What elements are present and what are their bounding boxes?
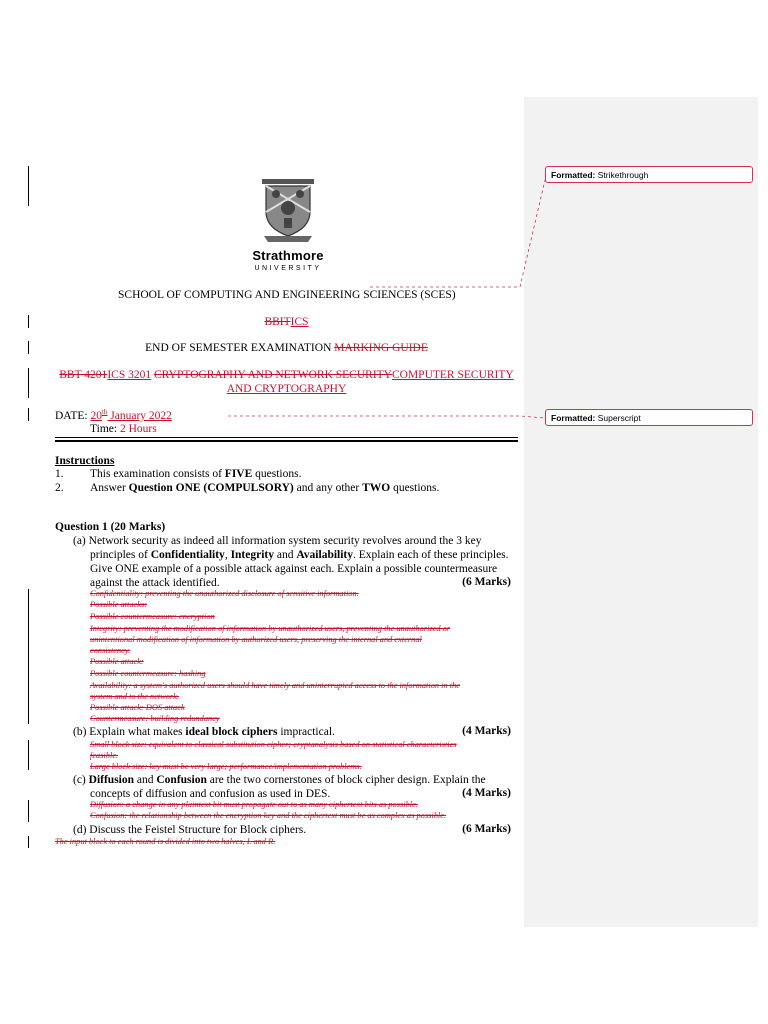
change-bar <box>28 166 29 206</box>
question-1d-text: (d) Discuss the Feistel Structure for Block ciphers. <box>73 824 307 836</box>
divider <box>55 437 518 438</box>
change-bar <box>28 800 29 822</box>
change-bar <box>28 408 29 421</box>
answer-note: Diffusion: a change in any plaintext bit must propagate out to as many ciphertext bits as possible. <box>90 800 418 809</box>
answer-note: Small block size: equivalent to classical substitution cipher; cryptanalysis based on statistical characteristics <box>90 740 457 749</box>
answer-note: system and to the network. <box>90 692 180 701</box>
question-1c-marks: (4 Marks) <box>462 787 511 799</box>
answer-note: Large block size: key must be very large; performance/implementation problems. <box>90 762 362 771</box>
question-1c-text: concepts of diffusion and confusion as used in DES. <box>90 788 331 800</box>
question-1a-marks: (6 Marks) <box>462 576 511 588</box>
question-1c-text: (c) Diffusion and Confusion are the two cornerstones of block cipher design. Explain the <box>73 774 486 786</box>
instruction-item: 2. Answer Question ONE (COMPULSORY) and any other TWO questions. <box>55 482 440 494</box>
programme-code: BBITICS <box>264 316 309 328</box>
answer-note: Availability: a system's authorized users should have timely and uninterrupted access to the information in the <box>90 681 461 690</box>
question-1b-marks: (4 Marks) <box>462 725 511 737</box>
exam-title: END OF SEMESTER EXAMINATION MARKING GUIDE <box>145 342 428 354</box>
answer-note: The input block to each round is divided into two halves, L and R. <box>55 837 276 846</box>
change-bar <box>28 740 29 770</box>
comment-balloon-superscript[interactable]: Formatted: Superscript <box>545 409 753 426</box>
answer-note: Confidentiality: preventing the unauthorized disclosure of sensitive information. <box>90 589 359 598</box>
change-bar <box>28 341 29 354</box>
answer-note: Possible countermeasure: hashing <box>90 669 206 678</box>
question-1b-text: (b) Explain what makes ideal block ciphers impractical. <box>73 726 335 738</box>
answer-note: consistency. <box>90 646 131 655</box>
question-1a-text: Give ONE example of a possible attack against each. Explain a possible countermeasure <box>90 563 498 575</box>
answer-note: Possible attack: DOS attack <box>90 703 185 712</box>
answer-note: Confusion: the relationship between the encryption key and the ciphertext must be as complex as possible. <box>90 811 447 820</box>
change-bar <box>28 315 29 328</box>
question-1-heading: Question 1 (20 Marks) <box>55 521 166 533</box>
crest-icon <box>240 178 336 242</box>
change-bar <box>28 368 29 398</box>
course-title-line2: AND CRYPTOGRAPHY <box>226 383 347 395</box>
answer-note: unintentional modification of information by authorized users, preserving the internal and external <box>90 635 422 644</box>
logo-wordmark: Strathmore <box>252 248 324 263</box>
instruction-item: 1. This examination consists of FIVE questions. <box>55 468 302 480</box>
logo-subtitle: UNIVERSITY <box>254 265 322 272</box>
question-1d-marks: (6 Marks) <box>462 823 511 835</box>
answer-note: Possible attacks: <box>90 600 147 609</box>
divider <box>55 440 518 442</box>
answer-note: Possible attack: <box>90 657 144 666</box>
change-bar <box>28 589 29 724</box>
question-1a-text: against the attack identified. <box>90 577 220 589</box>
answer-note: Countermeasure: building redundancy <box>90 714 220 723</box>
school-name: SCHOOL OF COMPUTING AND ENGINEERING SCIENCES (SCES) <box>118 289 456 301</box>
question-1a-text: (a) Network security as indeed all information system security revolves around the 3 key <box>73 535 482 547</box>
answer-note: Integrity: preventing the modification of information by unauthorized users, preventing the unauthorized or <box>90 624 451 633</box>
exam-time: Time: 2 Hours <box>90 423 157 435</box>
answer-note: feasible. <box>90 751 119 760</box>
answer-note: Possible countermeasure: encryption <box>90 612 215 621</box>
change-bar <box>28 836 29 848</box>
question-1a-text: principles of Confidentiality, Integrity and Availability. Explain each of these principles. <box>90 549 509 561</box>
course-title: BBT 4201ICS 3201 CRYPTOGRAPHY AND NETWORK SECURITYCOMPUTER SECURITY <box>59 369 514 381</box>
exam-date: DATE: 20th January 2022 <box>55 408 172 422</box>
comment-balloon-strikethrough[interactable]: Formatted: Strikethrough <box>545 166 753 183</box>
strathmore-logo <box>240 178 336 278</box>
instructions-heading: Instructions <box>55 455 115 467</box>
